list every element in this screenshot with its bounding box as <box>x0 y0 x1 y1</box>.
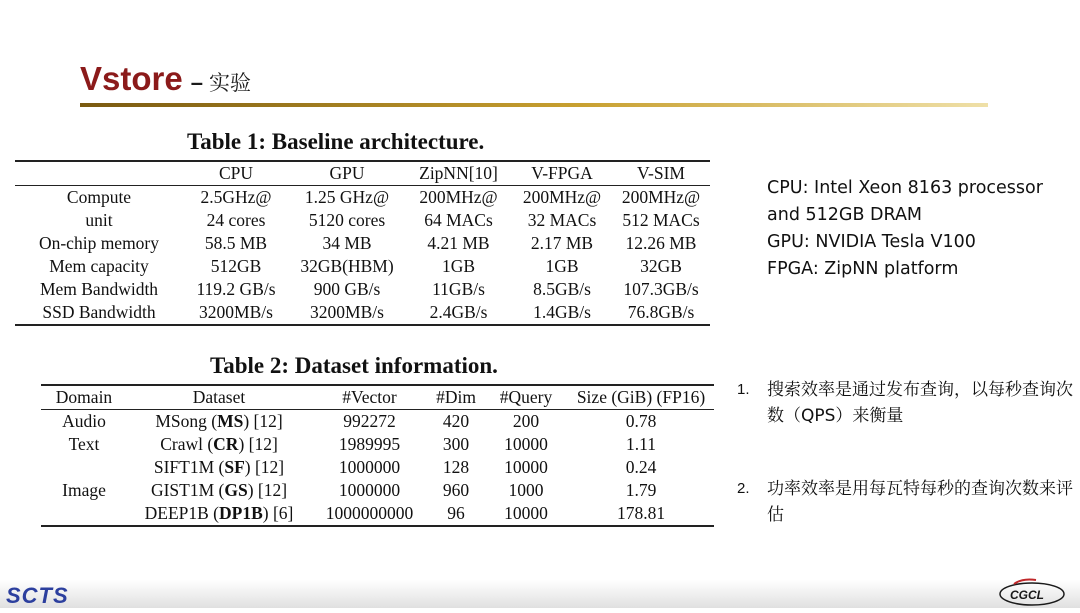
dataset-name: Crawl ( <box>160 434 214 454</box>
table-cell: 32GB <box>640 256 682 276</box>
table-cell: 10000 <box>504 434 548 454</box>
table-cell: 200MHz@ <box>419 187 498 207</box>
table-cell: 2.4GB/s <box>405 301 512 325</box>
table-row <box>15 186 710 210</box>
dataset-name: GIST1M ( <box>150 480 225 500</box>
table-cell: 10000 <box>484 502 568 526</box>
table-cell: 1000000000 <box>311 502 428 526</box>
table-row <box>41 479 714 502</box>
table-cell: 1.4GB/s <box>512 301 612 325</box>
hardware-note <box>767 175 1043 283</box>
table2-header-cell: Dataset <box>127 385 311 410</box>
table-cell: 8.5GB/s <box>533 279 591 299</box>
cgcl-logo <box>992 578 1076 608</box>
table-cell: 3200MB/s <box>183 301 289 325</box>
table-cell: 128 <box>442 457 470 477</box>
table-cell: 1000 <box>508 480 544 500</box>
table-cell: Compute <box>66 187 132 207</box>
table-cell: 34 MB <box>322 233 372 253</box>
note-item <box>737 377 1077 429</box>
table1-caption: Table 1: Baseline architecture. <box>187 129 485 154</box>
table-cell: 200MHz@ <box>621 187 701 207</box>
note-text: 功率效率是用每瓦特每秒的查询次数来评估 <box>767 479 1073 525</box>
table-cell: 24 cores <box>206 210 266 230</box>
table2-caption: Table 2: Dataset information. <box>210 353 498 378</box>
table-cell: On-chip memory <box>38 233 160 253</box>
table-cell: 512GB <box>210 256 262 276</box>
table-cell: 178.81 <box>568 502 714 526</box>
dataset-abbr: CR <box>213 434 239 454</box>
table-cell: 32GB(HBM) <box>300 256 394 276</box>
table-row <box>41 502 714 526</box>
table-cell: 1.79 <box>625 480 657 500</box>
note-text: 搜索效率是通过发布查询，以每秒查询次数（QPS）来衡量 <box>767 380 1073 426</box>
table-cell: 5120 cores <box>308 210 386 230</box>
table-row <box>41 456 714 479</box>
table1-header-cell: ZipNN[10] <box>405 161 512 186</box>
table-row <box>15 255 710 278</box>
table2-header-cell: Domain <box>41 385 127 410</box>
hardware-note-line: and 512GB DRAM <box>767 205 923 225</box>
table-cell: 2.17 MB <box>530 233 594 253</box>
table2-header-cell: #Dim <box>428 385 484 410</box>
dataset-name: MSong ( <box>155 411 218 431</box>
footer-bar <box>0 580 1080 608</box>
table-cell: 420 <box>442 411 470 431</box>
table-cell <box>127 410 311 434</box>
table-row <box>41 433 714 456</box>
note-number: 2. <box>737 480 750 497</box>
title-main: Vstore <box>80 60 183 97</box>
table2-header-row <box>41 385 714 410</box>
table-row <box>15 232 710 255</box>
table2 <box>41 384 714 527</box>
table-cell: 12.26 MB <box>625 233 697 253</box>
table-cell: 1GB <box>441 256 476 276</box>
dataset-abbr: MS <box>217 411 244 431</box>
cgcl-logo-text: CGCL <box>1010 588 1044 602</box>
table-cell: 11GB/s <box>432 279 485 299</box>
table-cell: 512 MACs <box>622 210 700 230</box>
table1-header-row <box>15 161 710 186</box>
scts-logo: SCTS <box>6 583 69 608</box>
table-cell: 32 MACs <box>527 210 597 230</box>
table-cell: 1989995 <box>338 434 401 454</box>
title-underline <box>80 103 988 107</box>
table1-header-cell <box>15 161 183 186</box>
table-cell: 96 <box>428 502 484 526</box>
table-cell: 2.5GHz@ <box>200 187 272 207</box>
table-cell: 107.3GB/s <box>623 279 699 299</box>
table2-header-cell: #Vector <box>311 385 428 410</box>
table-row <box>15 209 710 232</box>
dataset-abbr: SF <box>224 457 245 477</box>
slide-title <box>80 60 251 102</box>
table-cell: Mem capacity <box>49 256 149 276</box>
dataset-ref: ) [6] <box>262 503 294 523</box>
table2-header-cell: Size (GiB) (FP16) <box>568 385 714 410</box>
table-cell: 4.21 MB <box>427 233 490 253</box>
table-cell: 0.24 <box>625 457 657 477</box>
table-cell: 1000000 <box>338 480 401 500</box>
dataset-ref: ) [12] <box>238 434 278 454</box>
table-cell: 992272 <box>343 411 396 431</box>
table-cell: 64 MACs <box>424 210 493 230</box>
dataset-abbr: GS <box>224 480 248 500</box>
dataset-abbr: DP1B <box>219 503 263 523</box>
table-cell: 200MHz@ <box>522 187 602 207</box>
table-cell: unit <box>85 210 113 230</box>
table-cell <box>127 502 311 526</box>
title-sub: 实验 <box>208 71 251 95</box>
table-cell: Mem Bandwidth <box>39 279 159 299</box>
table-cell <box>127 456 311 479</box>
note-number: 1. <box>737 381 750 398</box>
dataset-name: SIFT1M ( <box>153 457 225 477</box>
table-cell: SSD Bandwidth <box>15 301 183 325</box>
table-cell: 960 <box>442 480 470 500</box>
table-cell <box>41 502 127 526</box>
hardware-note-line: CPU: Intel Xeon 8163 processor <box>767 178 1043 198</box>
table-cell: Image <box>62 480 106 500</box>
table-cell: 1000000 <box>338 457 401 477</box>
table-cell: 3200MB/s <box>289 301 405 325</box>
table2-header-cell: #Query <box>484 385 568 410</box>
dataset-ref: ) [12] <box>244 457 285 477</box>
table-cell: Text <box>68 434 100 454</box>
table-row <box>41 410 714 434</box>
table-cell: 1GB <box>545 256 579 276</box>
table-cell <box>41 456 127 479</box>
table1-header-cell: CPU <box>183 161 289 186</box>
dataset-ref: ) [12] <box>243 411 283 431</box>
title-dash: – <box>190 70 203 95</box>
table-row <box>15 301 710 325</box>
table-cell: 900 GB/s <box>313 279 381 299</box>
table-cell: 119.2 GB/s <box>196 279 276 299</box>
table-cell: 1.11 <box>626 434 656 454</box>
hardware-note-line: GPU: NVIDIA Tesla V100 <box>767 232 976 252</box>
table-cell <box>127 479 311 502</box>
table1-header-cell: V-SIM <box>612 161 710 186</box>
table1 <box>15 160 710 326</box>
table-cell: 1.25 GHz@ <box>304 187 390 207</box>
note-item <box>737 476 1077 528</box>
table-cell: 300 <box>442 434 470 454</box>
table-cell <box>127 433 311 456</box>
dataset-ref: ) [12] <box>247 480 288 500</box>
table-cell: 0.78 <box>625 411 657 431</box>
table-row <box>15 278 710 301</box>
hardware-note-line: FPGA: ZipNN platform <box>767 259 959 279</box>
table-cell: 58.5 MB <box>204 233 268 253</box>
table1-header-cell: GPU <box>289 161 405 186</box>
table-cell: Audio <box>62 411 106 431</box>
dataset-name: DEEP1B ( <box>144 503 219 523</box>
table1-header-cell: V-FPGA <box>512 161 612 186</box>
table-cell: 200 <box>512 411 540 431</box>
table-cell: 76.8GB/s <box>612 301 710 325</box>
table-cell: 10000 <box>504 457 548 477</box>
